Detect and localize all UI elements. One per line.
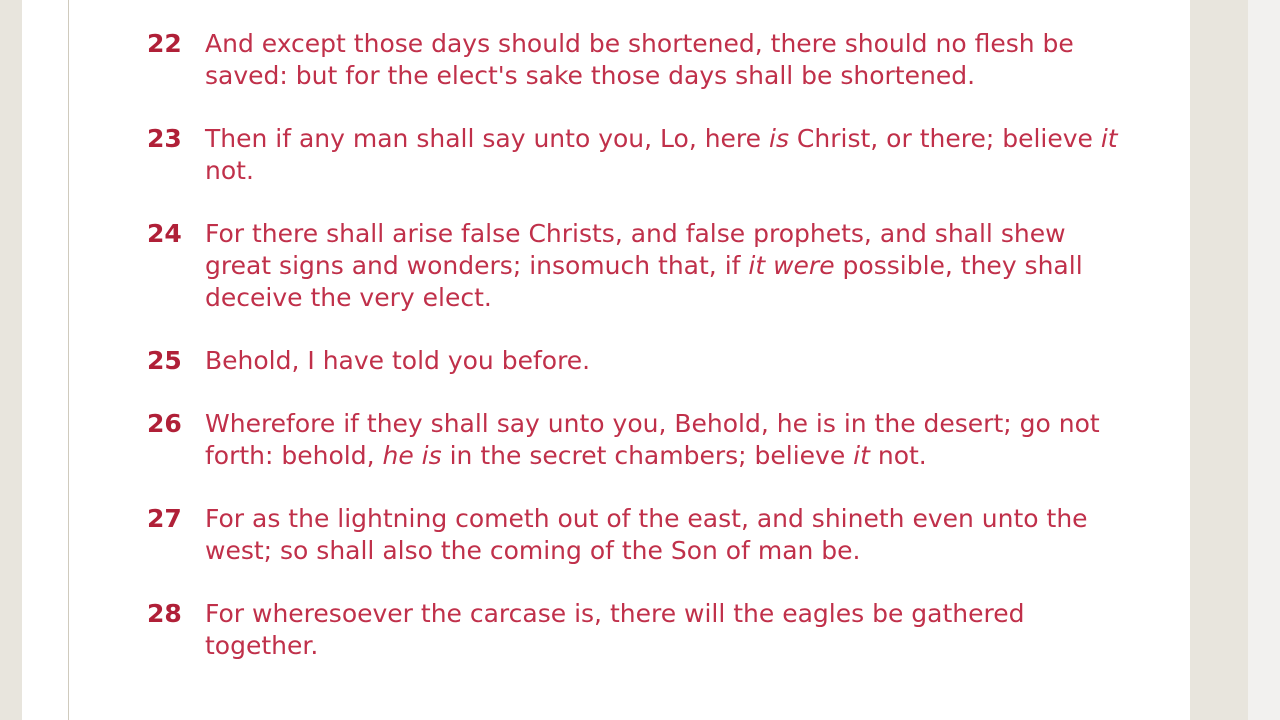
verse-row [69, 598, 1190, 662]
vertical-scrollbar[interactable] [1256, 0, 1274, 720]
page-margin-right-inner [1190, 0, 1248, 720]
verse-row [69, 123, 1190, 187]
verse-number: 26 [147, 409, 182, 438]
verse-row [69, 218, 1190, 314]
verse-text: Wherefore if they shall say unto you, Behold, he is in the desert; go not forth: behold, he is in the secret chambers; believe it not. [205, 409, 1100, 470]
verse-text: Then if any man shall say unto you, Lo, here is Christ, or there; believe it not. [205, 124, 1118, 185]
verse-row [69, 345, 1190, 377]
verse-number: 25 [147, 346, 182, 375]
scripture-text-body [69, 0, 1190, 720]
verse-text: For as the lightning cometh out of the east, and shineth even unto the west; so shall also the coming of the Son of man be. [205, 504, 1088, 565]
page-margin-left-inner [22, 0, 69, 720]
verse-row [69, 408, 1190, 472]
verse-text: For there shall arise false Christs, and false prophets, and shall shew great signs and wonders; insomuch that, if it were possible, they shall deceive the very elect. [205, 219, 1083, 312]
verse-number: 23 [147, 124, 182, 153]
verse-text: Behold, I have told you before. [205, 346, 591, 375]
verse-row [69, 503, 1190, 567]
verse-number: 27 [147, 504, 182, 533]
verse-text: And except those days should be shortened, there should no flesh be saved: but for the elect's sake those days shall be shortened. [205, 29, 1074, 90]
verse-row [69, 28, 1190, 92]
verse-text: For wheresoever the carcase is, there will the eagles be gathered together. [205, 599, 1025, 660]
page-margin-left-outer [0, 0, 22, 720]
verse-number: 22 [147, 29, 182, 58]
verse-number: 28 [147, 599, 182, 628]
verse-number: 24 [147, 219, 182, 248]
